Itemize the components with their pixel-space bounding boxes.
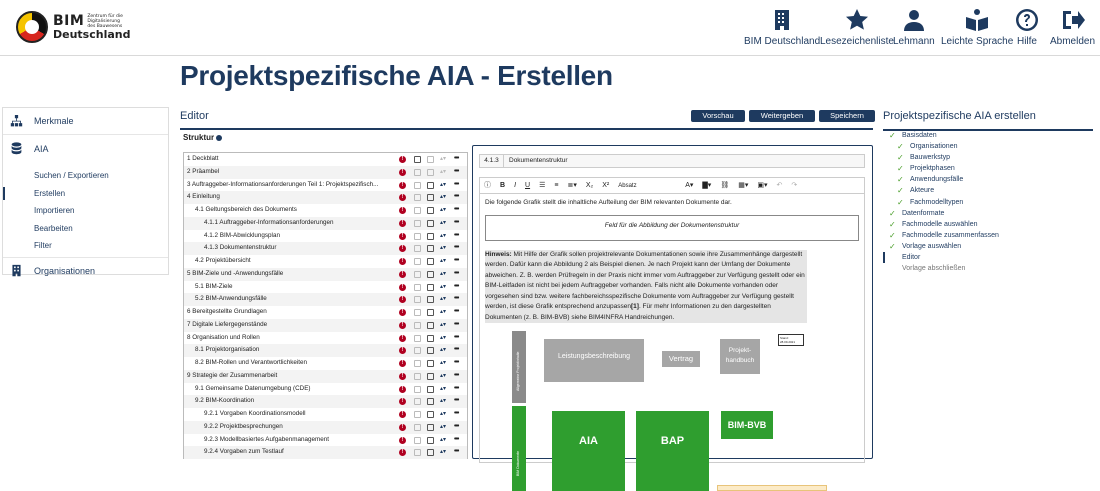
table-icon[interactable]: ▦▾: [738, 181, 749, 189]
building-icon: [770, 8, 794, 32]
format-select[interactable]: Absatz: [618, 182, 637, 189]
more-options-icon[interactable]: •••: [454, 422, 459, 430]
book-reader-icon: [965, 8, 989, 32]
tree-row-label: 8.2 BIM-Rollen und Verantwortlichkeiten: [195, 359, 308, 366]
content-icon[interactable]: [427, 347, 434, 354]
step-item[interactable]: [883, 163, 1093, 174]
diagram-projekthandbuch: Projekt-handbuch: [720, 339, 760, 374]
content-icon[interactable]: [427, 233, 434, 240]
error-icon: !: [399, 449, 406, 456]
copy-icon[interactable]: [414, 233, 421, 240]
tree-row-label: 2 Präambel: [187, 167, 220, 175]
section-title-field[interactable]: [479, 154, 865, 168]
error-icon: !: [399, 373, 406, 380]
tree-row[interactable]: [184, 383, 467, 396]
content-icon[interactable]: [427, 449, 434, 456]
sidebar-item-label: AIA: [34, 143, 49, 154]
tree-row[interactable]: [184, 268, 467, 281]
section-title: Dokumentenstruktur: [509, 157, 568, 164]
nav-abmelden[interactable]: [1050, 8, 1095, 47]
subscript-icon[interactable]: X₂: [585, 181, 594, 189]
copy-icon[interactable]: [414, 386, 421, 393]
content-icon[interactable]: [427, 437, 434, 444]
content-icon[interactable]: [427, 271, 434, 278]
nav-lesezeichenliste[interactable]: [820, 8, 894, 47]
error-icon: !: [399, 220, 406, 227]
diagram-stand: Stand: 28.09.2021: [778, 334, 804, 346]
step-item[interactable]: [883, 152, 1093, 163]
italic-icon[interactable]: I: [514, 181, 517, 189]
tree-row-label: 4 Einleitung: [187, 193, 220, 201]
copy-icon[interactable]: [414, 245, 421, 252]
more-options-icon[interactable]: •••: [454, 231, 459, 239]
sidebar-subitem-suchen-exportieren[interactable]: Suchen / Exportieren: [34, 171, 109, 180]
steps-list: [883, 130, 1093, 274]
tree-row[interactable]: [184, 370, 467, 383]
more-options-icon[interactable]: •••: [454, 333, 459, 341]
diagram-side-label-bottom: BIM Dokumente: [516, 450, 520, 476]
error-icon: !: [399, 360, 406, 367]
move-arrows-icon[interactable]: ▴▾: [440, 334, 447, 341]
sidebar-item-label: Merkmale: [34, 116, 74, 126]
step-label: Datenformate: [902, 209, 945, 217]
copy-icon[interactable]: [414, 258, 421, 265]
tree-row[interactable]: [184, 281, 467, 294]
forward-button[interactable]: Weitergeben: [749, 110, 815, 122]
move-arrows-icon[interactable]: ▴▾: [440, 270, 447, 277]
error-icon: !: [399, 156, 406, 163]
copy-icon[interactable]: [414, 360, 421, 367]
move-arrows-icon[interactable]: ▴▾: [440, 385, 447, 392]
sidebar-subitem-filter[interactable]: Filter: [34, 241, 52, 250]
nav-label: Hilfe: [1016, 36, 1037, 47]
tree-row[interactable]: [184, 357, 467, 370]
more-options-icon[interactable]: •••: [454, 448, 459, 456]
tree-row-label: 9.2.1 Vorgaben Koordinationsmodell: [204, 410, 306, 417]
content-icon[interactable]: [427, 296, 434, 303]
move-arrows-icon[interactable]: ▴▾: [440, 207, 447, 213]
content-icon[interactable]: [427, 322, 434, 329]
content-icon[interactable]: [427, 182, 434, 189]
content-icon[interactable]: [427, 309, 434, 316]
copy-icon[interactable]: [414, 347, 421, 354]
check-icon: ✓: [897, 186, 904, 196]
move-arrows-icon[interactable]: ▴▾: [440, 372, 447, 379]
nav-hilfe[interactable]: [1015, 8, 1039, 47]
nav-label: Abmelden: [1050, 36, 1096, 47]
step-label: Organisationen: [910, 143, 958, 151]
steps-panel: [883, 110, 1093, 274]
more-options-icon[interactable]: •••: [454, 218, 459, 226]
content-icon[interactable]: [427, 245, 434, 252]
tree-row[interactable]: [184, 242, 467, 255]
help-icon: [1015, 8, 1039, 32]
info-icon[interactable]: [216, 135, 222, 141]
more-options-icon[interactable]: •••: [454, 346, 459, 354]
check-icon: ✓: [889, 208, 896, 218]
sidebar-item-organisationen[interactable]: [3, 257, 168, 284]
copy-icon[interactable]: [414, 373, 421, 380]
sidebar-subitem-bearbeiten[interactable]: Bearbeiten: [34, 223, 73, 233]
more-options-icon[interactable]: •••: [454, 435, 459, 443]
sidebar: [2, 107, 169, 275]
content-icon[interactable]: [427, 386, 434, 393]
tree-row-label: 6 Bereitgestellte Grundlagen: [187, 308, 267, 315]
section-number: 4.1.3: [480, 155, 504, 167]
font-color-icon[interactable]: A▾: [685, 181, 694, 189]
diagram-bim-bvb: BIM-BVB: [721, 411, 773, 439]
step-item[interactable]: [883, 174, 1093, 185]
tree-row[interactable]: [184, 344, 467, 357]
tree-row-label: 4.1.2 BIM-Abwicklungsplan: [204, 231, 280, 239]
error-icon: !: [399, 271, 406, 278]
more-options-icon[interactable]: •••: [454, 244, 459, 252]
step-item[interactable]: [883, 252, 1093, 263]
move-arrows-icon[interactable]: ▴▾: [440, 168, 447, 175]
move-arrows-icon[interactable]: ▴▾: [440, 194, 447, 201]
sidebar-item-aia[interactable]: [3, 135, 168, 162]
tree-row[interactable]: [184, 408, 467, 421]
copy-icon[interactable]: [414, 194, 421, 201]
tree-row[interactable]: [184, 319, 467, 332]
tree-row-label: 9.2.2 Projektbesprechungen: [204, 422, 283, 430]
step-item[interactable]: [883, 141, 1093, 152]
error-icon: !: [399, 169, 406, 176]
step-label: Fachmodelle auswählen: [902, 220, 978, 228]
star-icon: [845, 8, 869, 32]
more-options-icon[interactable]: •••: [454, 282, 459, 290]
content-icon[interactable]: [427, 284, 434, 291]
more-options-icon[interactable]: •••: [454, 308, 459, 315]
tree-row[interactable]: [184, 191, 467, 204]
nav-user-lehmann[interactable]: [893, 8, 935, 47]
more-options-icon[interactable]: •••: [454, 295, 459, 303]
tree-row-label: 9.1 Gemeinsame Datenumgebung (CDE): [195, 384, 311, 392]
tree-row-label: 3 Auftraggeber-Informationsanforderungen Teil 1: Projektspezifisch...: [187, 180, 379, 188]
step-item[interactable]: [883, 241, 1093, 252]
more-options-icon[interactable]: •••: [454, 359, 459, 366]
content-icon[interactable]: [427, 258, 434, 265]
check-icon: ✓: [897, 164, 904, 174]
nav-label: Lehmann: [893, 36, 935, 47]
more-options-icon[interactable]: •••: [454, 410, 459, 417]
image-icon[interactable]: ▣▾: [757, 181, 768, 189]
move-arrows-icon[interactable]: ▴▾: [440, 219, 447, 226]
highlight-icon[interactable]: ▇▾: [702, 181, 712, 189]
tree-row-label: 8 Organisation und Rollen: [187, 333, 260, 341]
underline-icon[interactable]: U: [525, 181, 531, 189]
copy-icon[interactable]: [414, 296, 421, 303]
document-editor-panel: [472, 145, 873, 476]
numbered-list-icon[interactable]: ≡: [554, 181, 559, 189]
tree-row[interactable]: [184, 166, 467, 179]
move-arrows-icon[interactable]: ▴▾: [440, 258, 447, 264]
tree-row-label: 9.2 BIM-Koordination: [195, 397, 255, 405]
copy-icon[interactable]: [414, 335, 421, 342]
figure-placeholder[interactable]: Feld für die Abbildung der Dokumentenstruktur: [485, 215, 859, 241]
move-arrows-icon[interactable]: ▴▾: [440, 360, 447, 366]
more-options-icon[interactable]: •••: [454, 384, 459, 392]
tree-row-label: 7 Digitale Liefergegenstände: [187, 320, 268, 328]
content-icon[interactable]: [427, 207, 434, 214]
tree-row-label: 5.1 BIM-Ziele: [195, 282, 233, 290]
move-arrows-icon[interactable]: ▴▾: [440, 398, 447, 405]
content-icon[interactable]: [427, 373, 434, 380]
structure-label: Struktur: [183, 133, 222, 142]
steps-title: Projektspezifische AIA erstellen: [883, 110, 1036, 122]
step-label: Fachmodelltypen: [910, 198, 964, 206]
tree-row-label: 1 Deckblatt: [187, 155, 219, 162]
move-arrows-icon[interactable]: ▴▾: [440, 449, 447, 456]
building-icon: [10, 264, 23, 277]
content-icon[interactable]: [427, 335, 434, 342]
check-icon: ✓: [889, 219, 896, 229]
sidebar-item-merkmale[interactable]: [3, 108, 168, 135]
step-item[interactable]: [883, 263, 1093, 274]
document-structure-diagram: [485, 331, 796, 491]
step-label: Fachmodelle zusammenfassen: [902, 231, 999, 239]
error-icon: !: [399, 258, 406, 265]
step-label: Vorlage abschließen: [902, 265, 966, 273]
check-icon: ✓: [897, 197, 904, 207]
move-arrows-icon[interactable]: ▴▾: [440, 321, 447, 328]
tree-row-label: 9 Strategie der Zusammenarbeit: [187, 371, 278, 379]
move-arrows-icon[interactable]: ▴▾: [440, 232, 447, 239]
save-button[interactable]: Speichern: [819, 110, 875, 122]
bullet-list-icon[interactable]: ☰: [539, 181, 546, 189]
info-icon[interactable]: ⓘ: [484, 181, 491, 189]
error-icon: !: [399, 296, 406, 303]
logo-subtitle: Zentrum für die Digitalisierung des Bauwesens: [87, 14, 123, 29]
tree-row-label: 4.1.1 Auftraggeber-Informationsanforderungen: [204, 218, 334, 226]
step-label: Akteure: [910, 187, 935, 195]
copy-icon[interactable]: [414, 411, 421, 418]
step-label: Vorlage auswählen: [902, 242, 962, 250]
more-options-icon[interactable]: •••: [454, 320, 459, 328]
error-icon: !: [399, 245, 406, 252]
tree-row[interactable]: [184, 255, 467, 268]
step-label: Anwendungsfälle: [910, 176, 964, 184]
nav-label: Leichte Sprache: [941, 36, 1014, 47]
structure-tree: [183, 152, 468, 459]
tree-row-label: 8.1 Projektorganisation: [195, 346, 260, 354]
move-arrows-icon[interactable]: ▴▾: [440, 156, 447, 162]
database-icon: [10, 142, 23, 155]
error-icon: !: [399, 322, 406, 329]
diagram-note-box: [717, 485, 827, 491]
error-icon: !: [399, 411, 406, 418]
content-icon[interactable]: [427, 156, 434, 163]
tree-row-label: 5 BIM-Ziele und -Anwendungsfälle: [187, 269, 284, 277]
tree-row[interactable]: [184, 230, 467, 243]
sidebar-subitem-erstellen[interactable]: Erstellen: [3, 185, 168, 203]
copy-icon[interactable]: [414, 220, 421, 227]
copy-icon[interactable]: [414, 322, 421, 329]
diagram-vertrag: Vertrag: [662, 351, 700, 367]
move-arrows-icon[interactable]: ▴▾: [440, 181, 447, 188]
tree-row-label: 4.1.3 Dokumentenstruktur: [204, 244, 277, 252]
copy-icon[interactable]: [414, 437, 421, 444]
copy-icon[interactable]: [414, 284, 421, 291]
tree-row-label: 9.2.3 Modellbasiertes Aufgabenmanagement: [204, 435, 329, 443]
content-icon[interactable]: [427, 169, 434, 176]
copy-icon[interactable]: [414, 169, 421, 176]
bim-deutschland-logo[interactable]: [16, 11, 130, 43]
tree-row[interactable]: [184, 293, 467, 306]
editor-content[interactable]: [479, 193, 865, 476]
error-icon: !: [399, 233, 406, 240]
step-item[interactable]: [883, 208, 1093, 219]
more-options-icon[interactable]: •••: [454, 269, 459, 277]
tree-row-label: 5.2 BIM-Anwendungsfälle: [195, 295, 267, 303]
step-label: Basisdaten: [902, 132, 937, 139]
content-icon[interactable]: [427, 398, 434, 405]
editor-divider: [180, 128, 873, 130]
rich-text-toolbar: [479, 177, 865, 193]
tree-row[interactable]: [184, 446, 467, 459]
copy-icon[interactable]: [414, 271, 421, 278]
step-label: Bauwerkstyp: [910, 154, 951, 162]
align-icon[interactable]: ≣▾: [567, 181, 577, 189]
tree-row-label: 4.2 Projektübersicht: [195, 257, 251, 264]
step-item[interactable]: [883, 230, 1093, 241]
content-icon[interactable]: [427, 424, 434, 431]
tree-row-label: 9.2.4 Vorgaben zum Testlauf: [204, 448, 284, 456]
error-icon: !: [399, 437, 406, 444]
copy-icon[interactable]: [414, 156, 421, 163]
check-icon: ✓: [897, 153, 904, 163]
step-item[interactable]: [883, 185, 1093, 196]
content-icon[interactable]: [427, 360, 434, 367]
move-arrows-icon[interactable]: ▴▾: [440, 309, 447, 315]
nav-bim-deutschland[interactable]: [744, 8, 820, 47]
check-icon: ✓: [889, 230, 896, 240]
tree-row[interactable]: [184, 153, 467, 166]
error-icon: !: [399, 386, 406, 393]
hint-paragraph: Hinweis: Mit Hilfe der Grafik sollen projektrelevante Dokumentationen sowie ihre Zusammenhänge dargestellt werden. Dafür kann die Abbildung 2 als Beispiel dienen. Je nach Projekt kann der Umfang der Dokumente abweichen. Z. B. werden Prüfregeln in der Praxis nicht immer vom Auftraggeber zur Verfügung gestellt oder ein BIM-Leitfaden ist nicht bei jedem Auftraggeber vorhanden. Falls nicht alle Dokumente vorhanden oder vorgesehen sind bzw. weitere fachbereichsspezifische Dokumente vom Auftraggeber zur Verfügung gestellt werden, ist diese Grafik entsprechend anzupassen[1]. Für mehr Informationen zu den dargestellten Dokumenten (z. B. BIM-BVB) siehe BIM4INFRA Handreichungen.: [485, 250, 807, 324]
check-icon: ✓: [897, 175, 904, 185]
more-options-icon[interactable]: •••: [454, 371, 459, 379]
error-icon: !: [399, 194, 406, 201]
diagram-bap: BAP: [636, 411, 709, 491]
check-icon: ✓: [897, 142, 904, 152]
error-icon: !: [399, 207, 406, 214]
more-options-icon[interactable]: •••: [454, 206, 459, 213]
intro-text: Die folgende Grafik stellt die inhaltliche Aufteilung der BIM relevanten Dokumente dar.: [485, 199, 732, 206]
error-icon: !: [399, 347, 406, 354]
more-options-icon[interactable]: •••: [454, 257, 459, 264]
bold-icon[interactable]: B: [500, 181, 506, 189]
diagram-leistungsbeschreibung: Leistungsbeschreibung: [544, 339, 644, 382]
logo-bim-text: BIM: [53, 13, 85, 29]
user-icon: [902, 8, 926, 32]
copy-icon[interactable]: [414, 182, 421, 189]
tree-row[interactable]: [184, 217, 467, 230]
undo-icon[interactable]: ↶: [776, 181, 783, 189]
editor-heading: Editor: [180, 110, 209, 122]
more-options-icon[interactable]: •••: [454, 155, 459, 162]
logout-icon: [1061, 8, 1085, 32]
more-options-icon[interactable]: •••: [454, 397, 459, 405]
copy-icon[interactable]: [414, 309, 421, 316]
top-header: [0, 0, 1100, 56]
content-icon[interactable]: [427, 220, 434, 227]
sidebar-subitem-importieren[interactable]: Importieren: [34, 206, 75, 215]
tree-row[interactable]: [184, 434, 467, 447]
move-arrows-icon[interactable]: ▴▾: [440, 283, 447, 290]
more-options-icon[interactable]: •••: [454, 167, 459, 175]
move-arrows-icon[interactable]: ▴▾: [440, 411, 447, 417]
copy-icon[interactable]: [414, 398, 421, 405]
tree-row[interactable]: [184, 332, 467, 345]
copy-icon[interactable]: [414, 424, 421, 431]
move-arrows-icon[interactable]: ▴▾: [440, 296, 447, 303]
preview-button[interactable]: Vorschau: [691, 110, 745, 122]
error-icon: !: [399, 335, 406, 342]
sitemap-icon: [10, 115, 23, 128]
error-icon: !: [399, 398, 406, 405]
error-icon: !: [399, 424, 406, 431]
superscript-icon[interactable]: X²: [602, 181, 610, 189]
tree-row[interactable]: [184, 204, 467, 217]
check-icon: ✓: [889, 241, 896, 251]
tree-row-label: 4.1 Geltungsbereich des Dokuments: [195, 206, 297, 213]
move-arrows-icon[interactable]: ▴▾: [440, 436, 447, 443]
step-item[interactable]: [883, 130, 1093, 141]
more-options-icon[interactable]: •••: [454, 193, 459, 201]
diagram-side-label-top: Allgemeine Projektinhalte: [516, 351, 520, 391]
logo-emblem-icon: [16, 11, 48, 43]
step-label: Projektphasen: [910, 165, 955, 173]
step-label: Editor: [902, 254, 921, 262]
step-item[interactable]: [883, 219, 1093, 230]
more-options-icon[interactable]: •••: [454, 180, 459, 188]
tree-row[interactable]: [184, 306, 467, 319]
move-arrows-icon[interactable]: ▴▾: [440, 347, 447, 354]
error-icon: !: [399, 309, 406, 316]
check-icon: ✓: [889, 131, 896, 140]
nav-leichte-sprache[interactable]: [941, 8, 1013, 47]
content-icon[interactable]: [427, 411, 434, 418]
move-arrows-icon[interactable]: ▴▾: [440, 245, 447, 252]
tree-row[interactable]: [184, 395, 467, 408]
nav-label: BIM Deutschland: [744, 36, 821, 47]
tree-row[interactable]: [184, 421, 467, 434]
page-title: Projektspezifische AIA - Erstellen: [180, 60, 613, 91]
sidebar-item-label: Organisationen: [34, 265, 96, 276]
copy-icon[interactable]: [414, 207, 421, 214]
step-item[interactable]: [883, 197, 1093, 208]
content-icon[interactable]: [427, 194, 434, 201]
tree-row[interactable]: [184, 179, 467, 192]
error-icon: !: [399, 284, 406, 291]
error-icon: !: [399, 182, 406, 189]
diagram-aia: AIA: [552, 411, 625, 491]
redo-icon[interactable]: ↷: [791, 181, 798, 189]
copy-icon[interactable]: [414, 449, 421, 456]
move-arrows-icon[interactable]: ▴▾: [440, 423, 447, 430]
link-icon[interactable]: ⛓: [720, 181, 730, 189]
nav-label: Lesezeichenliste: [820, 36, 894, 47]
footnote-link[interactable]: [1]: [630, 303, 639, 310]
logo-deutschland-text: Deutschland: [53, 28, 131, 41]
